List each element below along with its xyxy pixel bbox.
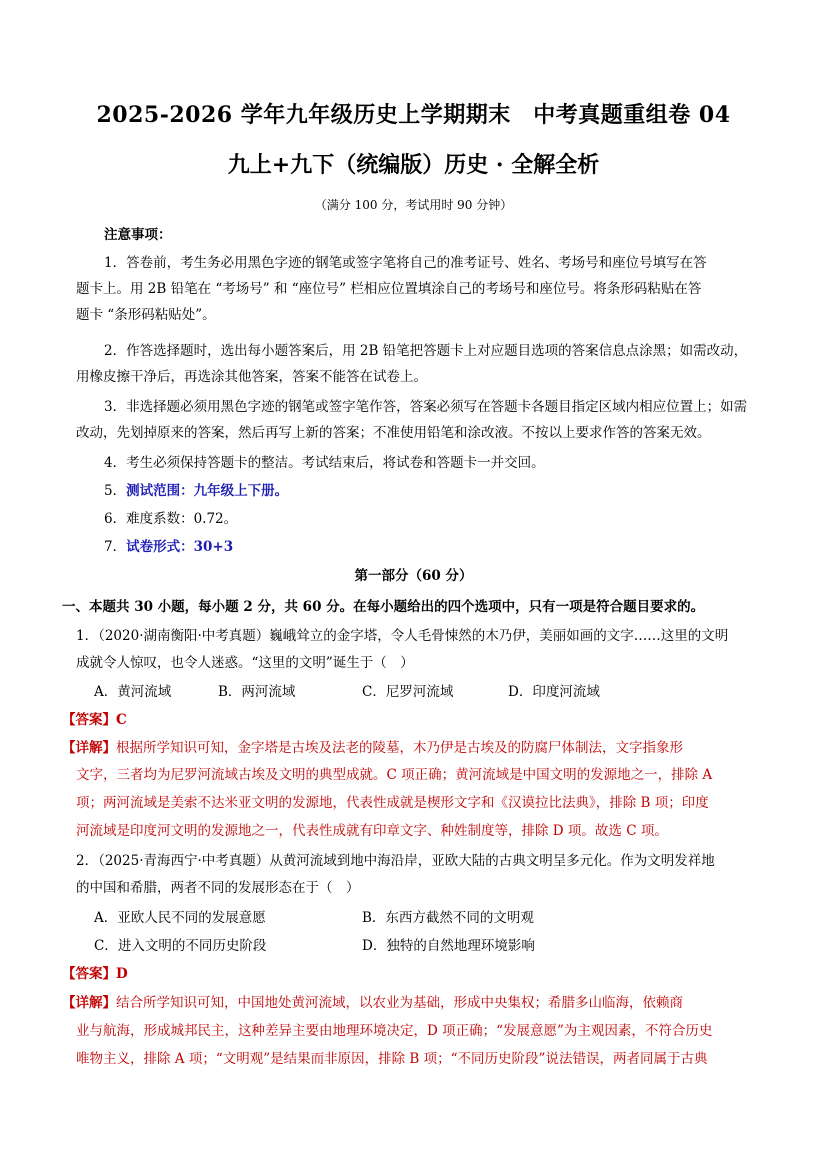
notice-item-5-number: 5．	[104, 483, 127, 499]
notice-heading: 注意事项：	[104, 227, 172, 243]
q2-detail-tag: 【详解】	[62, 995, 116, 1011]
q1-detail-line-2: 文字，三者均为尼罗河流域古埃及文明的典型成就。C 项正确；黄河流域是中国文明的发源地之一，排除 A	[76, 767, 713, 783]
q1-options	[94, 682, 756, 702]
q1-detail-line-3: 项；两河流域是美索不达米亚文明的发源地，代表性成就是楔形文字和《汉谟拉比法典》，排除 B 项；印度	[76, 795, 709, 811]
notice-item-3-line-2: 改动，先划掉原来的答案，然后再写上新的答案；不准使用铅笔和涂改液。不按以上要求作答的答案无效。	[76, 425, 711, 441]
q2-answer: 【答案】D	[62, 966, 128, 982]
q2-option-a: A．亚欧人民不同的发展意愿	[94, 910, 266, 926]
q2-option-c: C．进入文明的不同历史阶段	[94, 938, 267, 954]
q2-detail-line-3: 唯物主义，排除 A 项；“文明观”是结果而非原因，排除 B 项；“不同历史阶段”说法错误，两者同属于古典	[76, 1051, 708, 1067]
q1-option-a: A．黄河流域	[94, 684, 172, 700]
q2-stem-line-2: 的中国和希腊，两者不同的发展形态在于（ ）	[76, 880, 360, 896]
q1-option-b: B．两河流域	[218, 684, 296, 700]
notice-item-2-line-2: 用橡皮擦干净后，再选涂其他答案，答案不能答在试卷上。	[76, 369, 427, 385]
notice-item-6: 6．难度系数：0.72。	[104, 511, 238, 527]
notice-item-7	[104, 537, 756, 557]
q2-options-row-2	[94, 936, 756, 956]
q2-options-row-1	[94, 908, 756, 928]
score-time-note: （满分 100 分，考试用时 90 分钟）	[314, 198, 513, 212]
document-subtitle: 九上+九下（统编版）历史 · 全解全析	[227, 152, 600, 178]
notice-item-4: 4．考生必须保持答题卡的整洁。考试结束后，将试卷和答题卡一并交回。	[104, 455, 545, 471]
notice-item-1-line-1: 1．答卷前，考生务必用黑色字迹的钢笔或签字笔将自己的准考证号、姓名、考场号和座位号填写在答	[104, 255, 707, 271]
document-title: 2025-2026 学年九年级历史上学期期末 中考真题重组卷 04	[96, 102, 731, 128]
q1-option-c: C．尼罗河流域	[362, 684, 454, 700]
notice-item-1-line-3: 题卡 “条形码粘贴处”。	[76, 307, 216, 323]
q2-detail-text-1: 结合所学知识可知，中国地处黄河流域，以农业为基础，形成中央集权；希腊多山临海，依赖商	[116, 995, 683, 1011]
notice-item-2-line-1: 2．作答选择题时，选出每小题答案后，用 2B 铅笔把答题卡上对应题目选项的答案信息点涂黑；如需改动，	[104, 343, 748, 359]
q2-option-b: B．东西方截然不同的文明观	[362, 910, 534, 926]
test-format: 试卷形式：30+3	[126, 539, 234, 555]
notice-item-7-number: 7．	[104, 539, 127, 555]
q1-detail-line-1	[62, 738, 762, 758]
part-one-title: 第一部分（60 分）	[354, 568, 473, 584]
q1-detail-line-4: 河流域是印度河文明的发源地之一，代表性成就有印章文字、种姓制度等，排除 D 项。故选 C 项。	[76, 823, 668, 839]
q2-stem-line-1: 2．（2025·青海西宁·中考真题）从黄河流域到地中海沿岸，亚欧大陆的古典文明呈多元化。作为文明发祥地	[76, 853, 715, 869]
test-scope: 测试范围：九年级上下册。	[126, 483, 289, 499]
q2-option-d: D．独特的自然地理环境影响	[362, 938, 535, 954]
q1-stem-line-1: 1．（2020·湖南衡阳·中考真题）巍峨耸立的金字塔，令人毛骨悚然的木乃伊，美丽如画的文字……这里的文明	[76, 628, 729, 644]
q1-detail-tag: 【详解】	[62, 740, 116, 756]
q1-detail-text-1: 根据所学知识可知，金字塔是古埃及法老的陵墓，木乃伊是古埃及的防腐尸体制法，文字指象形	[116, 740, 683, 756]
section-instruction: 一、本题共 30 小题，每小题 2 分，共 60 分。在每小题给出的四个选项中，只有一项是符合题目要求的。	[62, 599, 705, 615]
notice-item-3-line-1: 3．非选择题必须用黑色字迹的钢笔或签字笔作答，答案必须写在答题卡各题目指定区域内相应位置上；如需	[104, 399, 748, 415]
q2-detail-line-1	[62, 993, 762, 1013]
notice-item-5	[104, 481, 756, 501]
q2-detail-line-2: 业与航海，形成城邦民主，这种差异主要由地理环境决定，D 项正确；“发展意愿”为主观因素，不符合历史	[76, 1023, 713, 1039]
q1-answer: 【答案】C	[62, 712, 127, 728]
notice-item-1-line-2: 题卡上。用 2B 铅笔在 “考场号” 和 “座位号” 栏相应位置填涂自己的考场号和座位号。将条形码粘贴在答	[76, 281, 702, 297]
q1-stem-line-2: 成就令人惊叹，也令人迷惑。“这里的文明”诞生于（ ）	[76, 655, 414, 671]
q1-option-d: D．印度河流域	[508, 684, 600, 700]
